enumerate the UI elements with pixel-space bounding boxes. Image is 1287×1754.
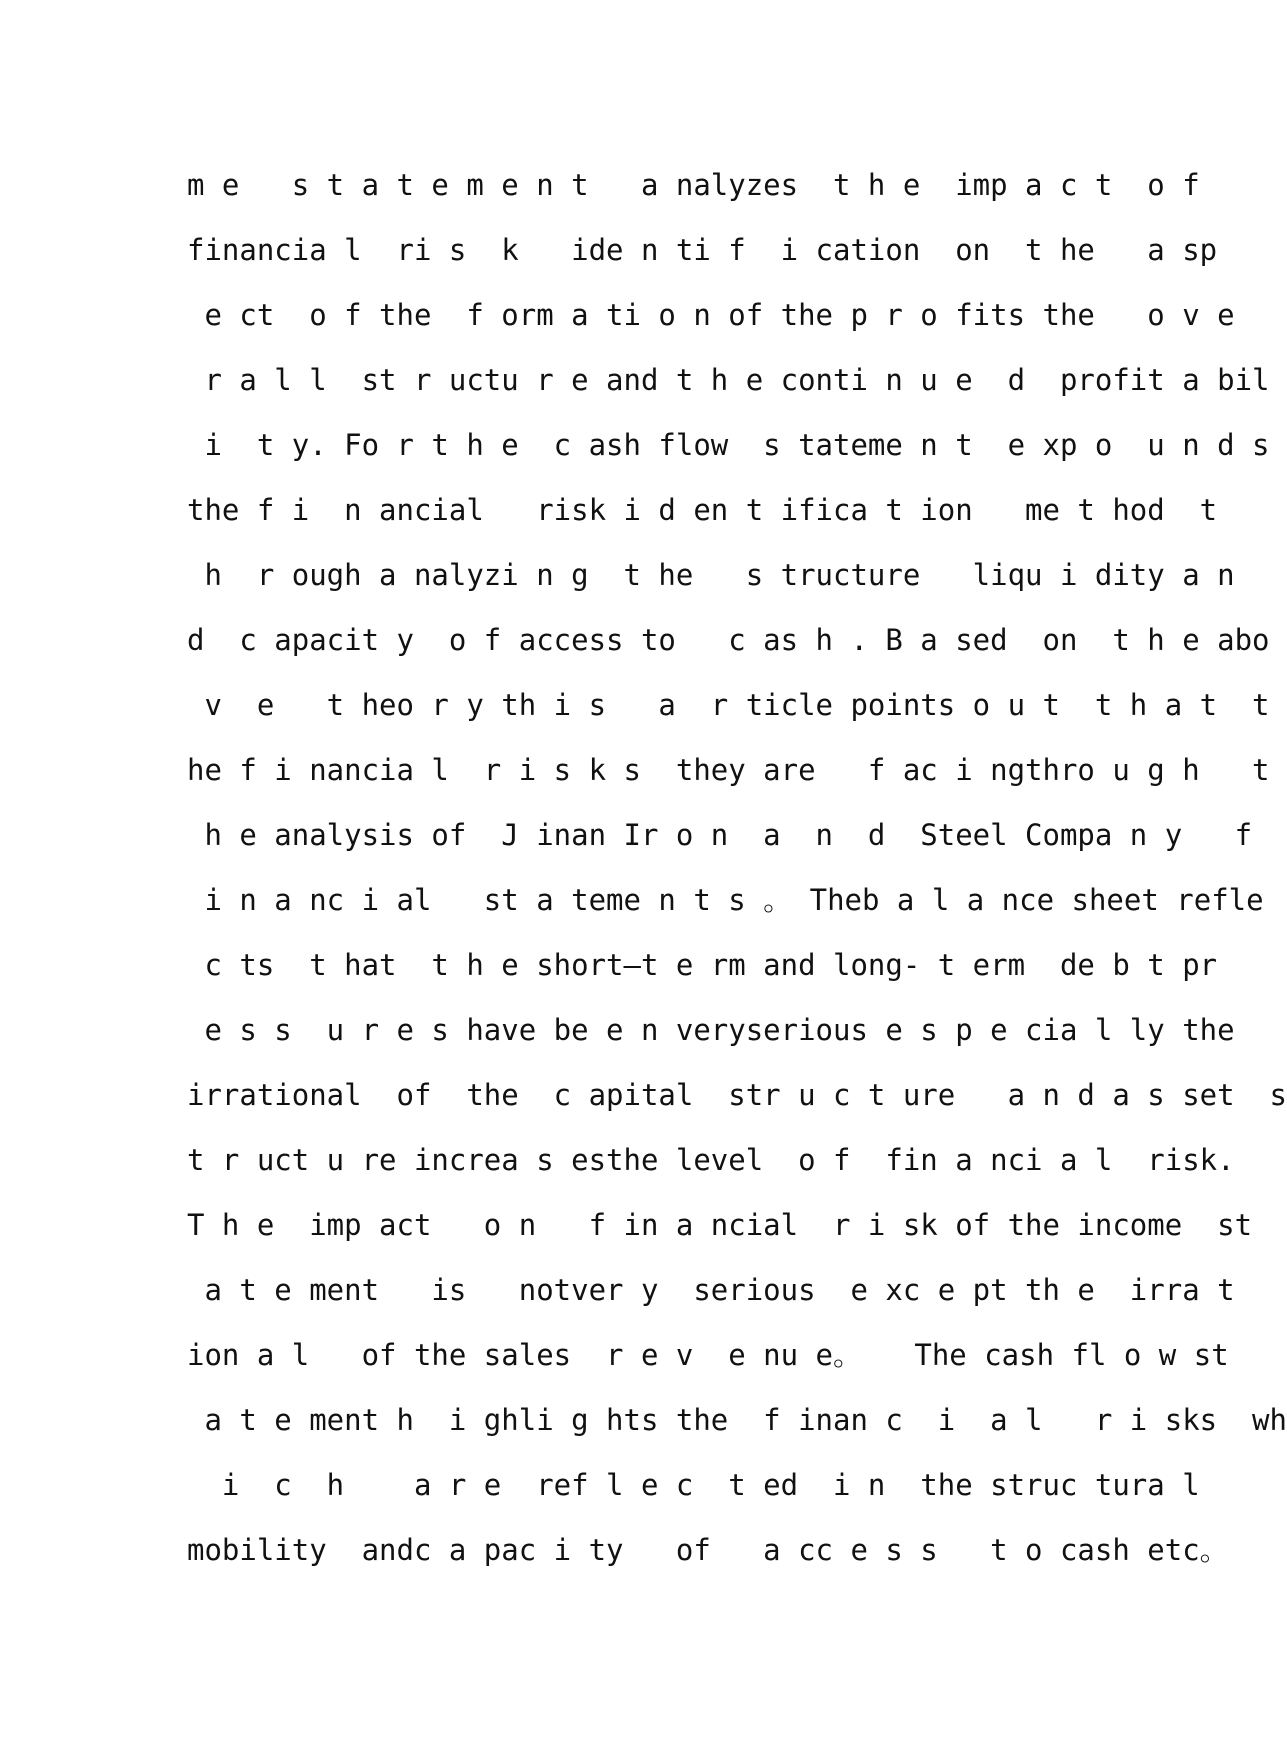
text-line: c ts t hat t h e short—t e rm and long- t erm de b t pr — [187, 948, 1218, 982]
text-line: ion a l of the sales r e v e nu e。 The cash fl o w st — [187, 1338, 1229, 1372]
text-line: the f i n ancial risk i d en t ifica t ion me t hod t — [187, 493, 1218, 527]
text-line: he f i nancia l r i s k s they are f ac i ngthro u g h t — [187, 753, 1270, 787]
text-line: i n a nc i al st a teme n t s 。 Theb a l a nce sheet refle — [187, 883, 1264, 917]
text-line: m e s t a t e m e n t a nalyzes t h e imp a c t o f — [187, 168, 1200, 202]
text-line: irrational of the c apital str u c t ure a n d a s set s — [187, 1078, 1287, 1112]
text-line: T h e imp act o n f in a ncial r i sk of the income st — [187, 1208, 1253, 1242]
text-line: i c h a r e ref l e c t ed i n the struc tura l — [187, 1468, 1200, 1502]
text-line: a t e ment h i ghli g hts the f inan c i a l r i sks wh — [187, 1403, 1287, 1437]
text-line: v e t heo r y th i s a r ticle points o u t t h a t t — [187, 688, 1270, 722]
text-line: financia l ri s k ide n ti f i cation on t he a sp — [187, 233, 1218, 267]
text-line: h e analysis of J inan Ir o n a n d Steel Compa n y f — [187, 818, 1253, 852]
text-line: t r uct u re increa s esthe level o f fin a nci a l risk. — [187, 1143, 1235, 1177]
text-line: mobility andc a pac i ty of a cc e s s t o cash etc。 — [187, 1533, 1229, 1567]
text-line: r a l l st r uctu r e and t h e conti n u e d profit a bil — [187, 363, 1270, 397]
text-line: i t y. Fo r t h e c ash flow s tateme n t e xp o u n d s — [187, 428, 1270, 462]
text-line: e ct o f the f orm a ti o n of the p r o fits the o v e — [187, 298, 1235, 332]
text-line: a t e ment is notver y serious e xc e pt th e irra t — [187, 1273, 1235, 1307]
text-line: d c apacit y o f access to c as h . B a sed on t h e abo — [187, 623, 1270, 657]
text-line: h r ough a nalyzi n g t he s tructure liqu i dity a n — [187, 558, 1235, 592]
body-text — [187, 158, 1287, 1588]
text-line: e s s u r e s have be e n veryserious e s p e cia l ly the — [187, 1013, 1235, 1047]
